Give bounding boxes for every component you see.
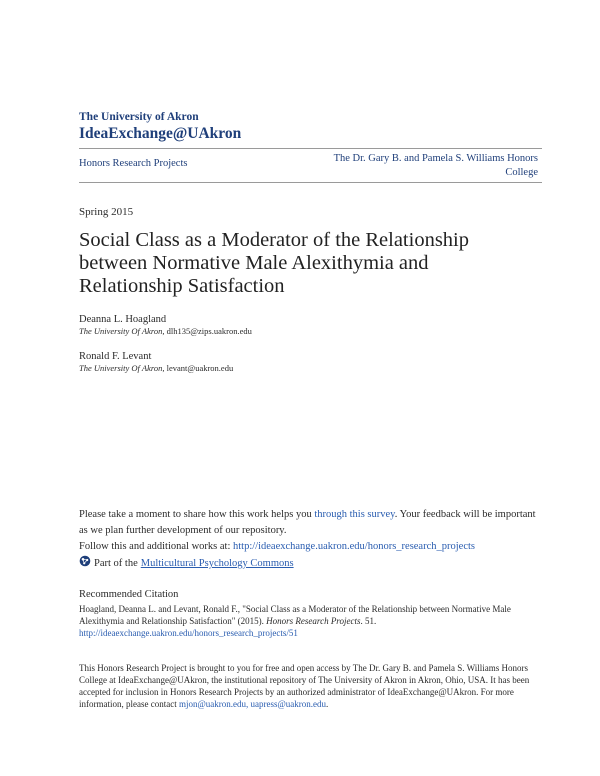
- follow-notice: [79, 539, 539, 555]
- author-email[interactable]: levant@uakron.edu: [166, 363, 234, 373]
- citation-journal: Honors Research Projects: [266, 616, 361, 626]
- author-1: [79, 313, 252, 337]
- author-affiliation: The University Of Akron, levant@uakron.edu: [79, 363, 234, 373]
- survey-link[interactable]: through this survey: [314, 509, 395, 520]
- part-of-text: Part of the: [94, 558, 138, 569]
- citation-link[interactable]: http://ideaexchange.uakron.edu/honors_research_projects/51: [79, 628, 298, 638]
- follow-link[interactable]: http://ideaexchange.uakron.edu/honors_research_projects: [233, 541, 475, 552]
- citation-body: Hoagland, Deanna L. and Levant, Ronald F., "Social Class as a Moderator of the Relationship between Normative Male Alexithymia and Relationship Satisfaction" (2015).: [79, 604, 511, 626]
- citation-number: . 51.: [360, 616, 377, 626]
- commons-link[interactable]: Multicultural Psychology Commons: [140, 558, 294, 569]
- author-name: Ronald F. Levant: [79, 351, 152, 362]
- share-text-end: . Your feedback will be important as we plan further development of our repository.: [79, 509, 536, 536]
- follow-text: Follow this and additional works at:: [79, 541, 233, 552]
- institution-header: [79, 110, 241, 143]
- footer-text: This Honors Research Project is brought to you for free and open access by The Dr. Gary B. and Pamela S. Williams Honors College at IdeaExchange@UAkron, the institutional repository of The University of Akron in Akron, Ohio, USA. It has been accepted for inclusion in Honors Research Projects by an authorized administrator of IdeaExchange@UAkron. For more information, please contact: [79, 663, 530, 709]
- commons-network-icon: [79, 555, 91, 573]
- author-institution: The University Of Akron: [79, 363, 163, 373]
- repository-name[interactable]: IdeaExchange@UAkron: [79, 125, 242, 142]
- series-bar: [79, 148, 542, 183]
- footer-notice: [79, 662, 541, 710]
- contact-emails[interactable]: mjon@uakron.edu, uapress@uakron.edu: [178, 699, 327, 709]
- college-link[interactable]: The Dr. Gary B. and Pamela S. Williams Honors College: [333, 153, 538, 178]
- citation-text: [79, 603, 539, 639]
- publication-date: Spring 2015: [79, 206, 134, 218]
- author-2: [79, 350, 233, 374]
- footer-end: .: [326, 699, 329, 709]
- author-email[interactable]: dlh135@zips.uakron.edu: [166, 326, 252, 336]
- share-text: Please take a moment to share how this work helps you: [79, 509, 315, 520]
- recommended-citation-heading: Recommended Citation: [79, 589, 179, 600]
- paper-title: Social Class as a Moderator of the Relationship between Normative Male Alexithymia and Relationship Satisfaction: [79, 229, 469, 297]
- author-affiliation: The University Of Akron, dlh135@zips.uakron.edu: [79, 326, 252, 336]
- share-notice: [79, 507, 539, 539]
- part-of-line: [79, 555, 539, 573]
- notice-block: [79, 507, 539, 573]
- author-institution: The University Of Akron: [79, 326, 163, 336]
- series-link[interactable]: Honors Research Projects: [79, 158, 188, 169]
- university-name[interactable]: The University of Akron: [79, 111, 199, 123]
- author-name: Deanna L. Hoagland: [79, 314, 167, 325]
